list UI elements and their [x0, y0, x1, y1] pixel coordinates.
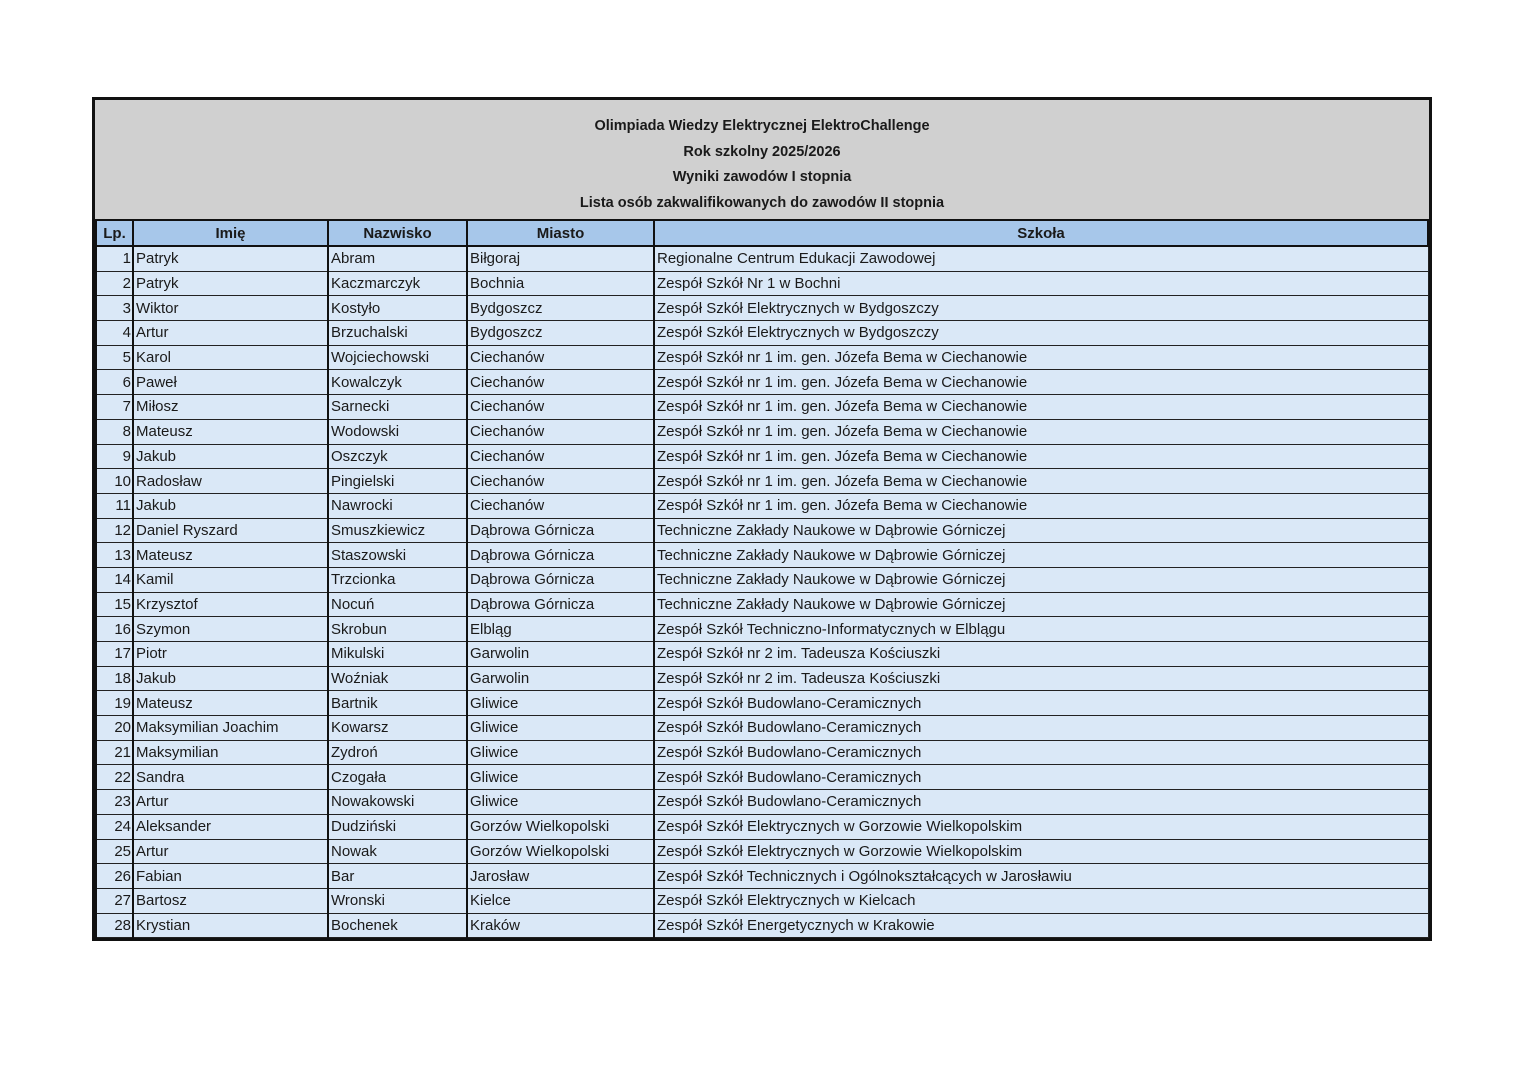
cell-city: Garwolin: [467, 666, 654, 691]
cell-school: Techniczne Zakłady Naukowe w Dąbrowie Górniczej: [654, 567, 1428, 592]
cell-city: Gliwice: [467, 765, 654, 790]
cell-lp: 18: [96, 666, 133, 691]
cell-first-name: Jakub: [133, 444, 328, 469]
cell-lp: 1: [96, 246, 133, 271]
cell-last-name: Wodowski: [328, 419, 467, 444]
table-row: [96, 617, 1428, 642]
cell-city: Elbląg: [467, 617, 654, 642]
cell-school: Zespół Szkół nr 1 im. gen. Józefa Bema w Ciechanowie: [654, 493, 1428, 518]
results-sheet: [92, 97, 1432, 941]
cell-first-name: Kamil: [133, 567, 328, 592]
cell-school: Zespół Szkół Technicznych i Ogólnokształcących w Jarosławiu: [654, 864, 1428, 889]
cell-lp: 4: [96, 321, 133, 346]
table-row: [96, 790, 1428, 815]
table-row: [96, 246, 1428, 271]
cell-lp: 13: [96, 543, 133, 568]
cell-city: Bochnia: [467, 271, 654, 296]
cell-school: Zespół Szkół Budowlano-Ceramicznych: [654, 716, 1428, 741]
cell-city: Gliwice: [467, 716, 654, 741]
cell-first-name: Miłosz: [133, 395, 328, 420]
cell-last-name: Mikulski: [328, 642, 467, 667]
table-row: [96, 814, 1428, 839]
cell-first-name: Fabian: [133, 864, 328, 889]
cell-city: Dąbrowa Górnicza: [467, 518, 654, 543]
cell-school: Techniczne Zakłady Naukowe w Dąbrowie Górniczej: [654, 518, 1428, 543]
header-last-name: Nazwisko: [328, 220, 467, 246]
cell-city: Ciechanów: [467, 419, 654, 444]
cell-lp: 14: [96, 567, 133, 592]
cell-last-name: Nocuń: [328, 592, 467, 617]
title-stage-results: Wyniki zawodów I stopnia: [672, 169, 852, 186]
cell-last-name: Dudziński: [328, 814, 467, 839]
cell-last-name: Staszowski: [328, 543, 467, 568]
cell-lp: 3: [96, 296, 133, 321]
cell-city: Ciechanów: [467, 469, 654, 494]
cell-city: Kielce: [467, 888, 654, 913]
table-row: [96, 419, 1428, 444]
cell-last-name: Kaczmarczyk: [328, 271, 467, 296]
cell-lp: 15: [96, 592, 133, 617]
cell-school: Techniczne Zakłady Naukowe w Dąbrowie Górniczej: [654, 592, 1428, 617]
cell-city: Ciechanów: [467, 444, 654, 469]
cell-first-name: Patryk: [133, 271, 328, 296]
cell-school: Zespół Szkół Elektrycznych w Kielcach: [654, 888, 1428, 913]
header-city: Miasto: [467, 220, 654, 246]
cell-first-name: Aleksander: [133, 814, 328, 839]
title-competition: Olimpiada Wiedzy Elektrycznej ElektroChallenge: [594, 117, 930, 134]
cell-school: Zespół Szkół Budowlano-Ceramicznych: [654, 765, 1428, 790]
table-row: [96, 469, 1428, 494]
table-row: [96, 691, 1428, 716]
cell-first-name: Paweł: [133, 370, 328, 395]
cell-school: Regionalne Centrum Edukacji Zawodowej: [654, 246, 1428, 271]
cell-school: Zespół Szkół Elektrycznych w Bydgoszczy: [654, 321, 1428, 346]
cell-lp: 16: [96, 617, 133, 642]
cell-last-name: Wronski: [328, 888, 467, 913]
cell-city: Gorzów Wielkopolski: [467, 814, 654, 839]
cell-city: Ciechanów: [467, 345, 654, 370]
cell-lp: 11: [96, 493, 133, 518]
cell-first-name: Jakub: [133, 493, 328, 518]
cell-last-name: Brzuchalski: [328, 321, 467, 346]
cell-school: Zespół Szkół Nr 1 w Bochni: [654, 271, 1428, 296]
table-row: [96, 518, 1428, 543]
table-row: [96, 765, 1428, 790]
cell-first-name: Maksymilian Joachim: [133, 716, 328, 741]
cell-city: Gliwice: [467, 740, 654, 765]
table-row: [96, 493, 1428, 518]
cell-first-name: Mateusz: [133, 543, 328, 568]
cell-lp: 28: [96, 913, 133, 938]
table-row: [96, 592, 1428, 617]
cell-lp: 24: [96, 814, 133, 839]
table-row: [96, 567, 1428, 592]
cell-city: Jarosław: [467, 864, 654, 889]
cell-school: Zespół Szkół nr 1 im. gen. Józefa Bema w Ciechanowie: [654, 345, 1428, 370]
cell-school: Zespół Szkół nr 2 im. Tadeusza Kościuszki: [654, 642, 1428, 667]
cell-first-name: Krzysztof: [133, 592, 328, 617]
table-row: [96, 543, 1428, 568]
cell-school: Zespół Szkół Budowlano-Ceramicznych: [654, 740, 1428, 765]
cell-last-name: Nowak: [328, 839, 467, 864]
cell-lp: 20: [96, 716, 133, 741]
cell-first-name: Sandra: [133, 765, 328, 790]
title-school-year: Rok szkolny 2025/2026: [683, 143, 841, 160]
cell-first-name: Radosław: [133, 469, 328, 494]
cell-last-name: Wojciechowski: [328, 345, 467, 370]
cell-city: Gorzów Wielkopolski: [467, 839, 654, 864]
cell-school: Zespół Szkół nr 1 im. gen. Józefa Bema w Ciechanowie: [654, 469, 1428, 494]
cell-last-name: Bochenek: [328, 913, 467, 938]
cell-school: Zespół Szkół nr 1 im. gen. Józefa Bema w Ciechanowie: [654, 370, 1428, 395]
cell-city: Kraków: [467, 913, 654, 938]
cell-first-name: Bartosz: [133, 888, 328, 913]
table-row: [96, 839, 1428, 864]
table-row: [96, 345, 1428, 370]
cell-first-name: Karol: [133, 345, 328, 370]
cell-last-name: Sarnecki: [328, 395, 467, 420]
cell-city: Bydgoszcz: [467, 321, 654, 346]
cell-city: Garwolin: [467, 642, 654, 667]
cell-school: Zespół Szkół nr 1 im. gen. Józefa Bema w Ciechanowie: [654, 419, 1428, 444]
header-school: Szkoła: [654, 220, 1428, 246]
table-row: [96, 444, 1428, 469]
cell-first-name: Szymon: [133, 617, 328, 642]
cell-lp: 5: [96, 345, 133, 370]
cell-city: Gliwice: [467, 790, 654, 815]
table-row: [96, 888, 1428, 913]
cell-city: Dąbrowa Górnicza: [467, 567, 654, 592]
cell-last-name: Nowakowski: [328, 790, 467, 815]
cell-school: Zespół Szkół Energetycznych w Krakowie: [654, 913, 1428, 938]
cell-school: Zespół Szkół nr 1 im. gen. Józefa Bema w Ciechanowie: [654, 395, 1428, 420]
cell-lp: 19: [96, 691, 133, 716]
cell-lp: 22: [96, 765, 133, 790]
cell-school: Zespół Szkół Elektrycznych w Gorzowie Wielkopolskim: [654, 839, 1428, 864]
cell-lp: 8: [96, 419, 133, 444]
table-row: [96, 666, 1428, 691]
cell-first-name: Krystian: [133, 913, 328, 938]
table-row: [96, 370, 1428, 395]
cell-last-name: Abram: [328, 246, 467, 271]
table-row: [96, 740, 1428, 765]
cell-last-name: Woźniak: [328, 666, 467, 691]
table-row: [96, 321, 1428, 346]
cell-last-name: Skrobun: [328, 617, 467, 642]
cell-first-name: Maksymilian: [133, 740, 328, 765]
cell-lp: 21: [96, 740, 133, 765]
cell-first-name: Artur: [133, 839, 328, 864]
cell-first-name: Daniel Ryszard: [133, 518, 328, 543]
cell-last-name: Kowalczyk: [328, 370, 467, 395]
cell-school: Zespół Szkół Budowlano-Ceramicznych: [654, 691, 1428, 716]
cell-lp: 6: [96, 370, 133, 395]
cell-last-name: Kostyło: [328, 296, 467, 321]
cell-school: Techniczne Zakłady Naukowe w Dąbrowie Górniczej: [654, 543, 1428, 568]
cell-last-name: Zydroń: [328, 740, 467, 765]
header-first-name: Imię: [133, 220, 328, 246]
cell-city: Ciechanów: [467, 370, 654, 395]
cell-lp: 12: [96, 518, 133, 543]
cell-last-name: Kowarsz: [328, 716, 467, 741]
table-row: [96, 913, 1428, 938]
cell-lp: 25: [96, 839, 133, 864]
cell-last-name: Nawrocki: [328, 493, 467, 518]
cell-school: Zespół Szkół Techniczno-Informatycznych w Elblągu: [654, 617, 1428, 642]
results-table: [95, 219, 1429, 938]
cell-city: Dąbrowa Górnicza: [467, 592, 654, 617]
cell-school: Zespół Szkół Elektrycznych w Gorzowie Wielkopolskim: [654, 814, 1428, 839]
cell-first-name: Artur: [133, 321, 328, 346]
table-row: [96, 395, 1428, 420]
cell-school: Zespół Szkół nr 1 im. gen. Józefa Bema w Ciechanowie: [654, 444, 1428, 469]
cell-city: Dąbrowa Górnicza: [467, 543, 654, 568]
cell-first-name: Wiktor: [133, 296, 328, 321]
cell-lp: 26: [96, 864, 133, 889]
cell-city: Biłgoraj: [467, 246, 654, 271]
cell-city: Bydgoszcz: [467, 296, 654, 321]
cell-last-name: Pingielski: [328, 469, 467, 494]
cell-first-name: Piotr: [133, 642, 328, 667]
cell-city: Gliwice: [467, 691, 654, 716]
cell-first-name: Patryk: [133, 246, 328, 271]
cell-first-name: Mateusz: [133, 691, 328, 716]
header-row: [96, 220, 1428, 246]
cell-last-name: Bartnik: [328, 691, 467, 716]
cell-school: Zespół Szkół nr 2 im. Tadeusza Kościuszki: [654, 666, 1428, 691]
cell-last-name: Oszczyk: [328, 444, 467, 469]
title-block: [95, 100, 1429, 219]
cell-last-name: Bar: [328, 864, 467, 889]
title-qualified-list: Lista osób zakwalifikowanych do zawodów II stopnia: [579, 195, 945, 212]
table-body: [96, 246, 1428, 938]
cell-last-name: Smuszkiewicz: [328, 518, 467, 543]
table-row: [96, 642, 1428, 667]
cell-lp: 10: [96, 469, 133, 494]
cell-first-name: Mateusz: [133, 419, 328, 444]
table-row: [96, 716, 1428, 741]
table-row: [96, 271, 1428, 296]
cell-lp: 17: [96, 642, 133, 667]
cell-last-name: Trzcionka: [328, 567, 467, 592]
table-row: [96, 864, 1428, 889]
cell-city: Ciechanów: [467, 395, 654, 420]
cell-first-name: Jakub: [133, 666, 328, 691]
cell-last-name: Czogała: [328, 765, 467, 790]
cell-lp: 27: [96, 888, 133, 913]
table-row: [96, 296, 1428, 321]
cell-lp: 7: [96, 395, 133, 420]
cell-lp: 9: [96, 444, 133, 469]
cell-city: Ciechanów: [467, 493, 654, 518]
header-lp: Lp.: [96, 220, 133, 246]
cell-school: Zespół Szkół Elektrycznych w Bydgoszczy: [654, 296, 1428, 321]
cell-lp: 23: [96, 790, 133, 815]
cell-school: Zespół Szkół Budowlano-Ceramicznych: [654, 790, 1428, 815]
cell-lp: 2: [96, 271, 133, 296]
cell-first-name: Artur: [133, 790, 328, 815]
